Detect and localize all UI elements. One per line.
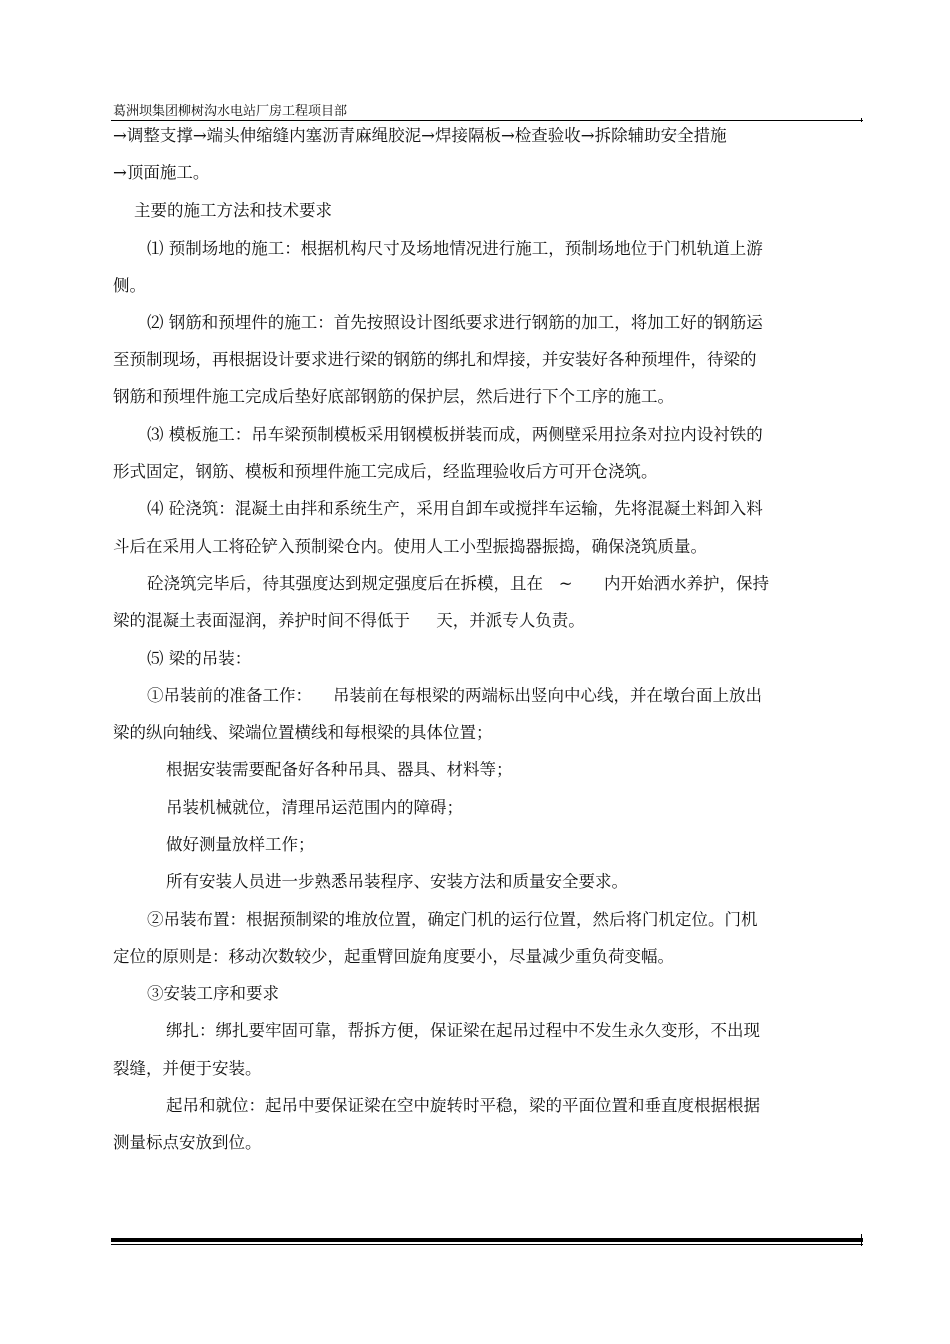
text-line: 至预制现场，再根据设计要求进行梁的钢筋的绑扎和焊接，并安装好各种预埋件，待梁的: [113, 350, 757, 369]
text-line: ⑴ 预制场地的施工：根据机构尺寸及场地情况进行施工，预制场地位于门机轨道上游: [147, 239, 763, 258]
text-line: 主要的施工方法和技术要求: [134, 201, 332, 220]
text-line: 侧。: [113, 276, 146, 295]
text-line: 砼浇筑完毕后，待其强度达到规定强度后在拆模，且在 ~ 内开始洒水养护，保持: [147, 574, 770, 593]
text-line: ⑷ 砼浇筑：混凝土由拌和系统生产，采用自卸车或搅拌车运输，先将混凝土料卸入料: [147, 499, 763, 518]
page-header: 葛洲坝集团柳树沟水电站厂房工程项目部: [113, 104, 348, 119]
text-line: 梁的纵向轴线、梁端位置横线和每根梁的具体位置；: [113, 723, 493, 742]
text-line: 钢筋和预埋件施工完成后垫好底部钢筋的保护层，然后进行下个工序的施工。: [113, 387, 674, 406]
text-line: 吊装机械就位，清理吊运范围内的障碍；: [166, 798, 463, 817]
text-line: ⑸ 梁的吊装：: [147, 649, 252, 668]
text-line: ③安装工序和要求: [147, 984, 279, 1003]
footer-rule-thick: [111, 1238, 863, 1242]
header-rule: [111, 120, 863, 121]
text-line: 所有安装人员进一步熟悉吊装程序、安装方法和质量安全要求。: [166, 872, 628, 891]
text-line: 根据安装需要配备好各种吊具、器具、材料等；: [166, 760, 513, 779]
text-line: ②吊装布置：根据预制梁的堆放位置，确定门机的运行位置，然后将门机定位。门机: [147, 910, 758, 929]
footer-rule-end: [861, 1234, 862, 1246]
text-line: 裂缝，并便于安装。: [113, 1059, 262, 1078]
text-line: 梁的混凝土表面湿润，养护时间不得低于 天，并派专人负责。: [113, 611, 585, 630]
text-line: →调整支撑→端头伸缩缝内塞沥青麻绳胶泥→焊接隔板→检查验收→拆除辅助安全措施: [113, 126, 727, 145]
text-line: ⑶ 模板施工：吊车梁预制模板采用钢模板拼装而成，两侧壁采用拉条对拉内设衬铁的: [147, 425, 763, 444]
text-line: 斗后在采用人工将砼铲入预制梁仓内。使用人工小型振捣器振捣，确保浇筑质量。: [113, 537, 707, 556]
text-line: 定位的原则是：移动次数较少，起重臂回旋角度要小，尽量减少重负荷变幅。: [113, 947, 674, 966]
text-line: 做好测量放样工作；: [166, 835, 315, 854]
text-line: ⑵ 钢筋和预埋件的施工：首先按照设计图纸要求进行钢筋的加工，将加工好的钢筋运: [147, 313, 763, 332]
text-line: 测量标点安放到位。: [113, 1133, 262, 1152]
header-rule-end: [861, 118, 862, 122]
text-line: →顶面施工。: [113, 163, 210, 182]
text-line: 起吊和就位：起吊中要保证梁在空中旋转时平稳，梁的平面位置和垂直度根据根据: [166, 1096, 760, 1115]
text-line: 形式固定，钢筋、模板和预埋件施工完成后，经监理验收后方可开仓浇筑。: [113, 462, 658, 481]
footer-rule-thin: [111, 1244, 863, 1245]
text-line: 绑扎：绑扎要牢固可靠，帮拆方便，保证梁在起吊过程中不发生永久变形，不出现: [166, 1021, 760, 1040]
text-line: ①吊装前的准备工作： 吊装前在每根梁的两端标出竖向中心线，并在墩台面上放出: [147, 686, 762, 705]
